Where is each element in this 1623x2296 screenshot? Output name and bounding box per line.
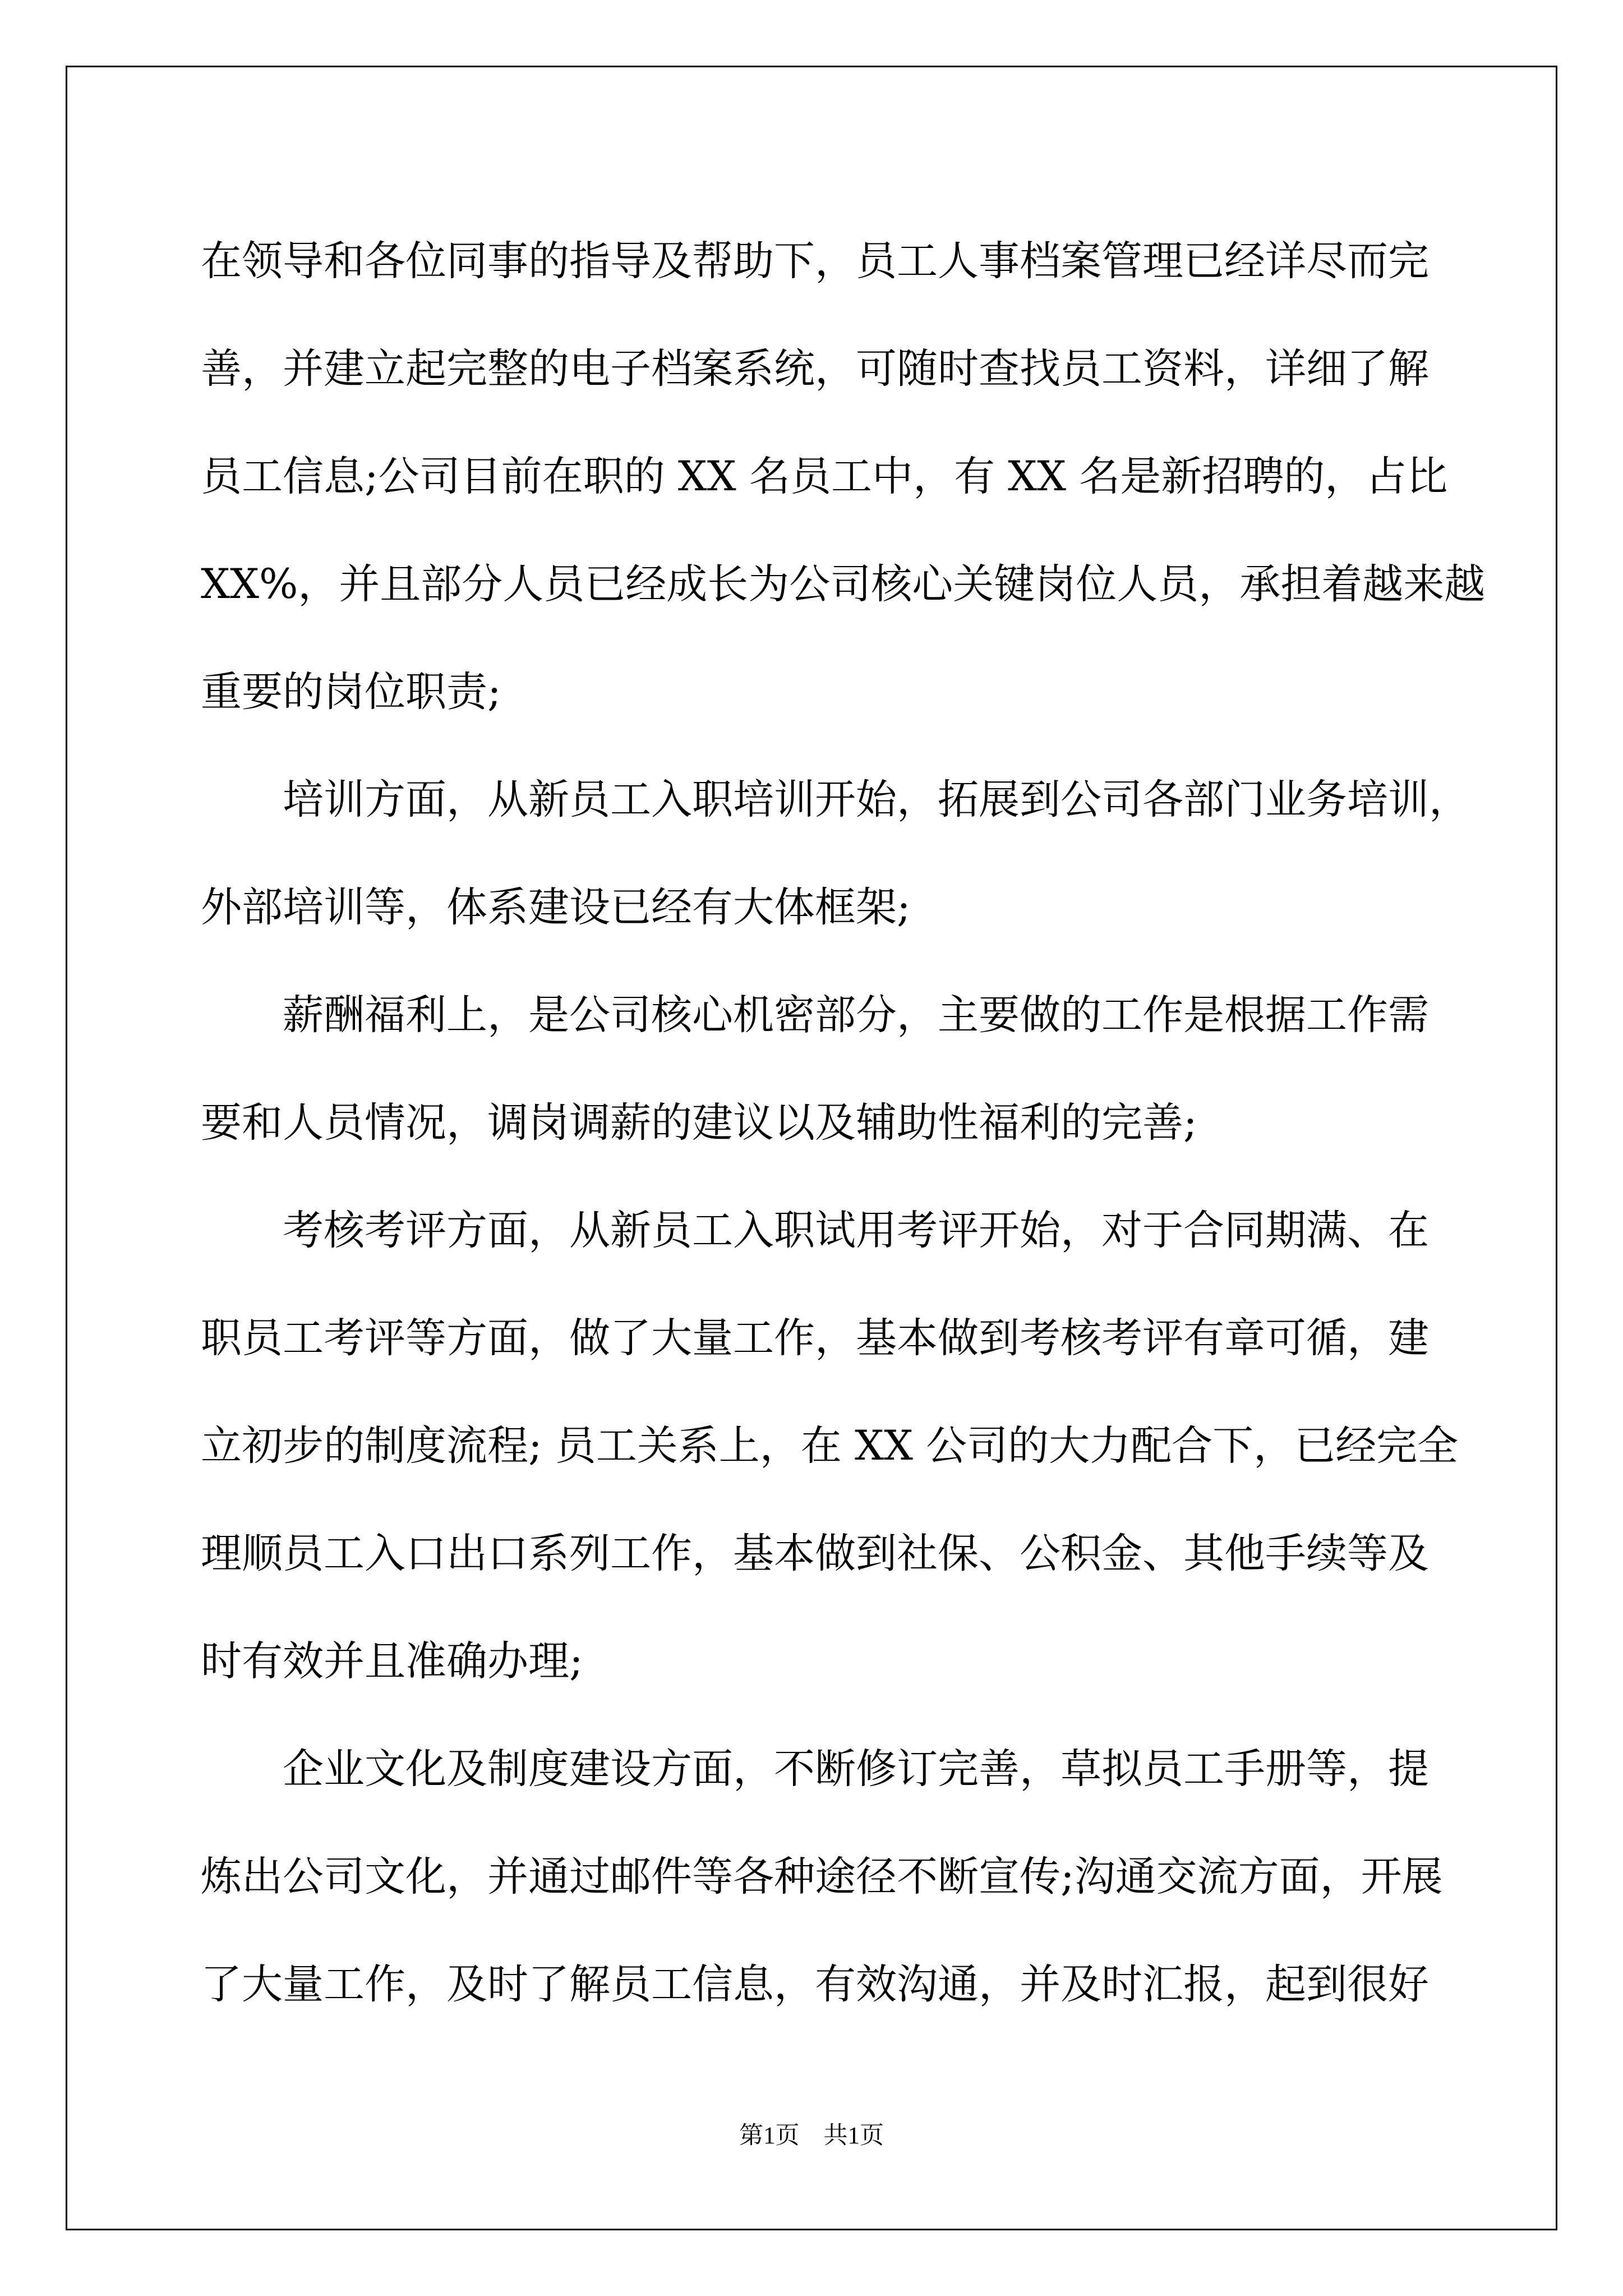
text-line: 职员工考评等方面，做了大量工作，基本做到考核考评有章可循，建 [201,1314,1429,1362]
text-line: 立初步的制度流程; 员工关系上，在 XX 公司的大力配合下，已经完全 [201,1422,1459,1470]
text-line: 员工信息;公司目前在职的 XX 名员工中，有 XX 名是新招聘的，占比 [201,453,1448,500]
text-line: 理顺员工入口出口系列工作，基本做到社保、公积金、其他手续等及 [201,1530,1429,1577]
text-line: 培训方面，从新员工入职培训开始，拓展到公司各部门业务培训， [283,776,1470,823]
document-body [201,208,1486,2039]
text-line: 善，并建立起完整的电子档案系统，可随时查找员工资料，详细了解 [201,345,1429,393]
text-line: 外部培训等，体系建设已经有大体框架; [201,884,911,931]
text-line: 炼出公司文化，并通过邮件等各种途径不断宣传;沟通交流方面，开展 [201,1853,1443,1901]
text-line: 考核考评方面，从新员工入职试用考评开始，对于合同期满、在 [283,1207,1429,1254]
text-line: 了大量工作，及时了解员工信息，有效沟通，并及时汇报，起到很好 [201,1961,1429,2008]
page-number-footer: 第1页 共1页 [739,2123,884,2149]
text-line: 时有效并且准确办理; [201,1637,583,1685]
text-line: XX%，并且部分人员已经成长为公司核心关键岗位人员，承担着越来越 [201,560,1486,608]
text-line: 在领导和各位同事的指导及帮助下，员工人事档案管理已经详尽而完 [201,237,1429,285]
text-line: 要和人员情况，调岗调薪的建议以及辅助性福利的完善; [201,1099,1197,1147]
text-line: 企业文化及制度建设方面，不断修订完善，草拟员工手册等，提 [283,1745,1429,1793]
text-line: 重要的岗位职责; [201,668,501,716]
text-line: 薪酬福利上，是公司核心机密部分，主要做的工作是根据工作需 [283,991,1429,1039]
